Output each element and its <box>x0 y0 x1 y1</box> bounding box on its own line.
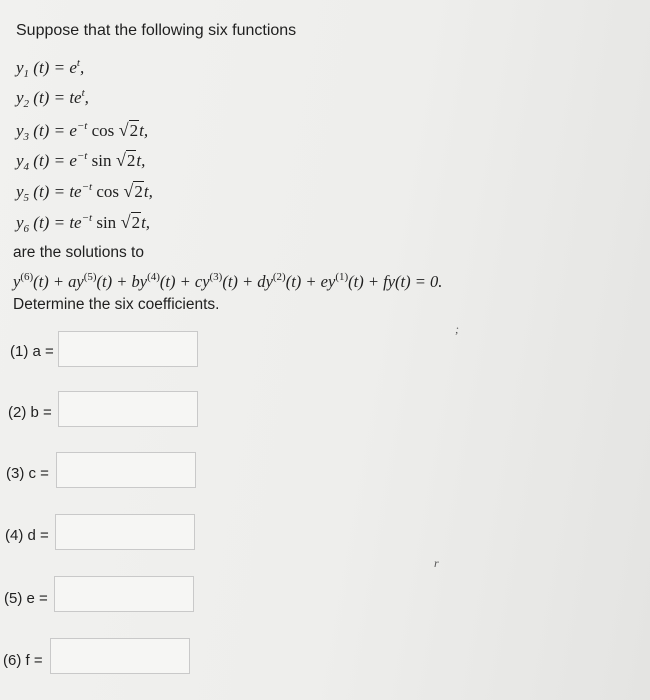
intro-text: Suppose that the following six functions <box>16 22 297 39</box>
ode-term-tail: (t) + b <box>96 272 140 291</box>
answer-input[interactable] <box>54 576 194 612</box>
function-line <box>16 181 153 202</box>
function-tail: , <box>84 88 89 107</box>
ode-term-tail: (t) + c <box>159 272 203 291</box>
trig-function: cos <box>91 121 115 140</box>
ode-term: y <box>202 272 210 291</box>
ode-term-tail: (t) + e <box>285 272 328 291</box>
function-name: y <box>16 151 24 170</box>
function-index: 4 <box>23 161 30 173</box>
function-tail: t, <box>143 182 153 201</box>
function-line <box>16 88 89 108</box>
ode-term-tail: (t) + fy(t) = 0. <box>348 272 443 291</box>
function-argument: (t) = <box>33 58 70 77</box>
function-index: 5 <box>23 192 30 204</box>
ode-term-tail: (t) + a <box>33 272 77 291</box>
function-tail: t, <box>139 121 149 140</box>
ode-derivative-order: (3) <box>209 271 223 283</box>
ode-term-tail: (t) + d <box>222 272 266 291</box>
function-exponent: −t <box>81 212 93 224</box>
sqrt-argument: 2 <box>126 151 136 170</box>
function-body: te <box>69 182 82 201</box>
question-label: (2) b = <box>8 404 52 421</box>
function-exponent: −t <box>81 181 93 193</box>
answer-input[interactable] <box>50 638 190 674</box>
stray-mark: ; <box>455 322 459 336</box>
stray-mark: r <box>434 556 439 570</box>
function-argument: (t) = <box>33 182 70 201</box>
function-index: 6 <box>23 223 30 235</box>
function-index: 2 <box>23 98 30 110</box>
trig-function: cos <box>96 182 120 201</box>
function-exponent: −t <box>76 120 88 132</box>
function-name: y <box>16 213 24 232</box>
function-tail: t, <box>141 213 151 232</box>
sqrt-symbol: √ <box>119 181 134 201</box>
sqrt-symbol: √ <box>111 150 126 170</box>
function-argument: (t) = <box>33 121 70 140</box>
ode-term: y <box>265 272 273 291</box>
function-argument: (t) = <box>33 88 70 107</box>
function-name: y <box>16 58 24 77</box>
function-name: y <box>16 182 24 201</box>
function-body: e <box>69 151 77 170</box>
ode-term: y <box>13 272 21 291</box>
ode-derivative-order: (1) <box>335 271 349 283</box>
sqrt-argument: 2 <box>131 213 141 232</box>
ode-derivative-order: (4) <box>147 271 160 283</box>
solutions-text: are the solutions to <box>13 244 144 261</box>
function-exponent: −t <box>76 150 88 162</box>
answer-input[interactable] <box>56 452 196 488</box>
ode-derivative-order: (6) <box>20 271 34 283</box>
answer-input[interactable] <box>58 331 198 367</box>
function-line <box>16 58 84 78</box>
function-line <box>16 212 150 233</box>
function-index: 1 <box>23 68 30 80</box>
question-label: (4) d = <box>5 527 49 544</box>
question-label: (6) f = <box>3 652 43 669</box>
function-body: te <box>69 88 82 107</box>
sqrt-argument: 2 <box>129 121 139 140</box>
function-index: 3 <box>23 131 30 143</box>
trig-function: sin <box>91 151 112 170</box>
function-line <box>16 120 148 141</box>
question-label: (3) c = <box>6 465 49 482</box>
function-name: y <box>16 88 24 107</box>
function-exponent: t <box>76 57 80 69</box>
question-label: (1) a = <box>10 343 54 360</box>
ode-derivative-order: (5) <box>83 271 97 283</box>
answer-input[interactable] <box>55 514 195 550</box>
determine-text: Determine the six coefficients. <box>13 296 220 313</box>
ode-term: y <box>328 272 336 291</box>
answer-input[interactable] <box>58 391 198 427</box>
function-argument: (t) = <box>33 151 70 170</box>
function-body: e <box>69 58 77 77</box>
function-argument: (t) = <box>33 213 70 232</box>
function-name: y <box>16 121 24 140</box>
function-line <box>16 150 145 171</box>
differential-equation <box>13 272 442 292</box>
ode-term: y <box>139 272 148 291</box>
sqrt-symbol: √ <box>114 120 129 140</box>
question-label: (5) e = <box>4 590 48 607</box>
function-tail: t, <box>136 151 146 170</box>
sqrt-symbol: √ <box>116 212 131 232</box>
function-exponent: t <box>81 87 85 99</box>
function-tail: , <box>79 58 85 77</box>
ode-derivative-order: (2) <box>272 271 286 283</box>
sqrt-argument: 2 <box>134 182 143 201</box>
ode-term: y <box>76 272 84 291</box>
function-body: e <box>69 121 77 140</box>
function-body: te <box>69 213 82 232</box>
trig-function: sin <box>96 213 117 232</box>
